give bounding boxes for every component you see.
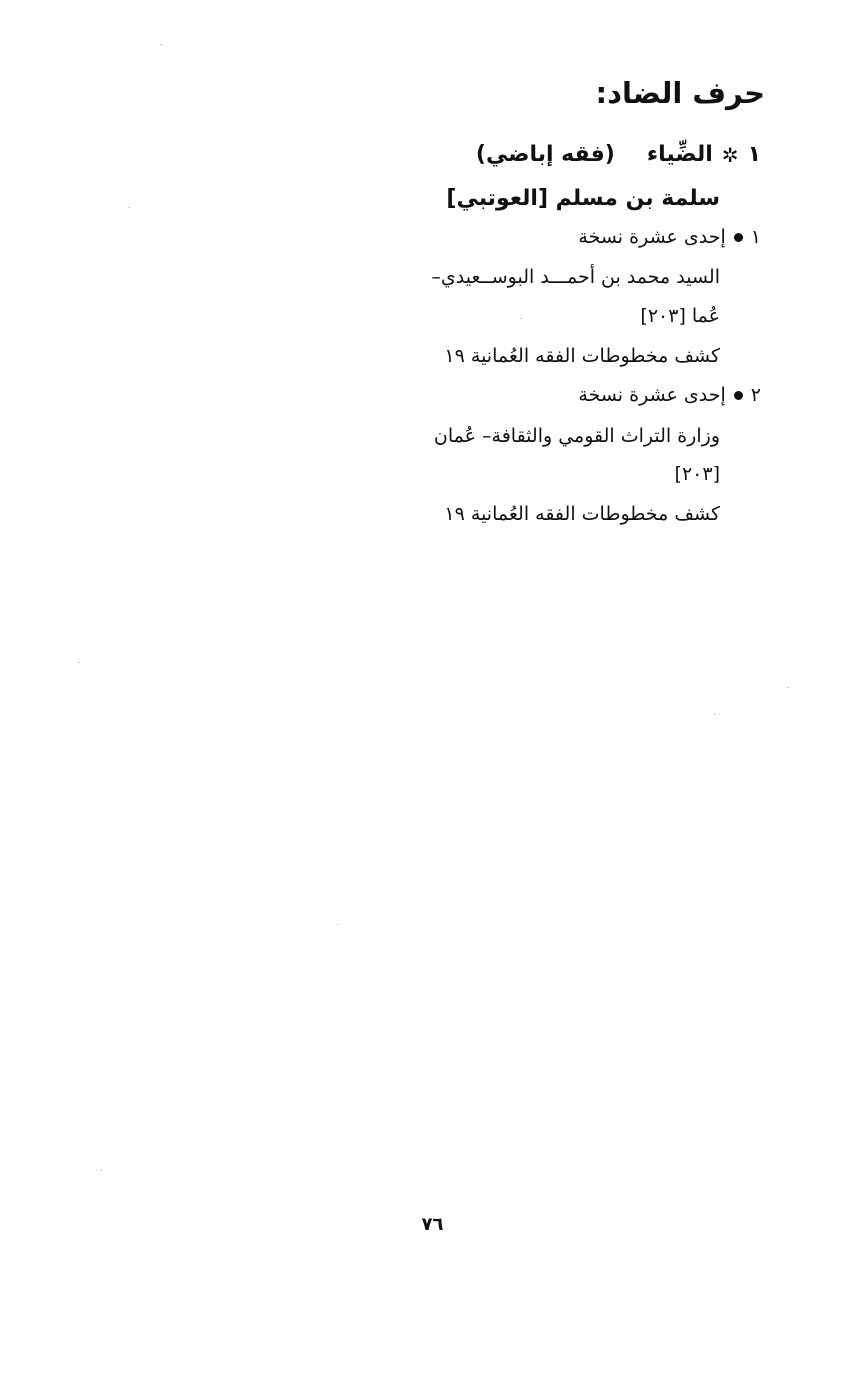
asterisk-icon: ✲ — [721, 142, 739, 167]
scan-speck — [337, 924, 339, 925]
copy-number: ٢ — [750, 384, 761, 406]
scan-speck — [128, 207, 130, 208]
copy-location-line2: [٢٠٣] — [674, 463, 720, 485]
copy-count: إحدى عشرة نسخة — [578, 226, 726, 248]
copy-reference: كشف مخطوطات الفقه العُمانية ١٩ — [444, 503, 720, 525]
copy-location-line1: وزارة التراث القومي والثقافة– عُمان — [433, 425, 720, 447]
copy-location-line1: السيد محمد بن أحمـــد البوســعيدي– — [431, 266, 720, 288]
bullet-icon — [734, 391, 743, 400]
copy-count: إحدى عشرة نسخة — [578, 384, 726, 406]
scan-speck — [100, 1170, 102, 1171]
page-number: ٧٦ — [421, 1214, 444, 1235]
copy-heading — [578, 226, 761, 248]
copy-number: ١ — [750, 226, 761, 248]
copy-reference: كشف مخطوطات الفقه العُمانية ١٩ — [444, 345, 720, 367]
copy-heading — [578, 384, 761, 406]
entry-heading — [476, 142, 761, 167]
entry-category: (فقه إباضي) — [475, 142, 615, 167]
entry-title: الضِّياء — [646, 142, 713, 167]
section-title: حرف الضاد: — [595, 76, 765, 110]
scan-speck — [160, 44, 162, 45]
bullet-icon — [734, 233, 743, 242]
entry-author: سلمة بن مسلم [العوتبي] — [446, 186, 720, 211]
copy-location-line2: عُما [٢٠٣] — [640, 305, 720, 327]
scan-speck — [714, 714, 716, 715]
entry-number: ١ — [747, 142, 761, 167]
scan-speck — [78, 662, 80, 663]
scan-speck — [787, 687, 789, 688]
scan-speck — [520, 318, 522, 319]
